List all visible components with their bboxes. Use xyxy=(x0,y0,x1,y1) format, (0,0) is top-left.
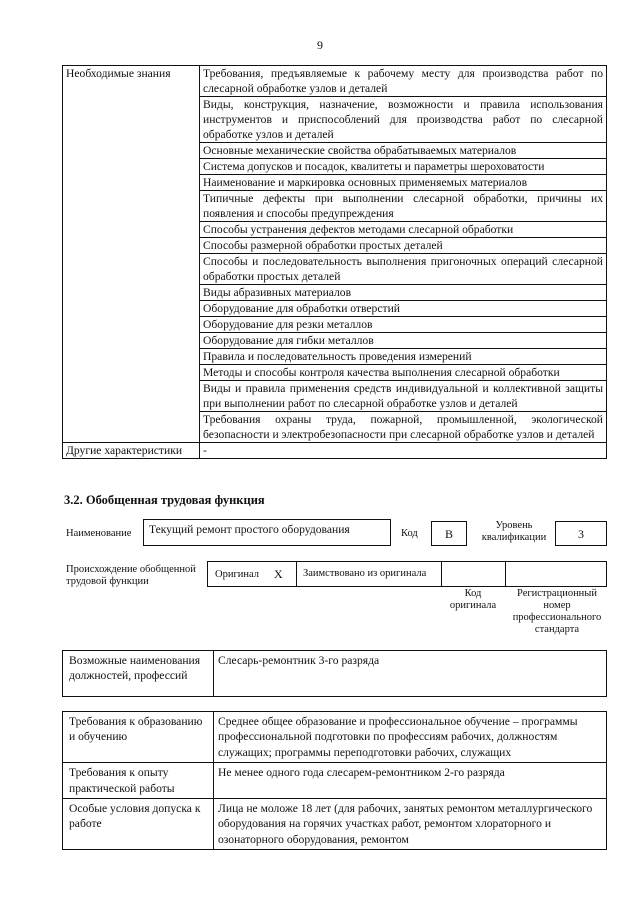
knowledge-item: Способы и последовательность выполнения пригоночных операций слесарной обработки простых деталей xyxy=(200,254,607,285)
original-code-caption: Код оригинала xyxy=(449,588,497,611)
origin-divider xyxy=(296,561,297,587)
knowledge-item: Система допусков и посадок, квалитеты и параметры шероховатости xyxy=(200,159,607,175)
requirement-value: Не менее одного года слесарем-ремонтником 2-го разряда xyxy=(214,763,607,799)
origin-label: Происхождение обобщенной трудовой функции xyxy=(66,564,196,587)
requirements-table xyxy=(62,711,607,850)
knowledge-table xyxy=(62,65,607,459)
knowledge-item: Виды абразивных материалов xyxy=(200,285,607,301)
other-characteristics-label: Другие характеристики xyxy=(63,443,200,459)
table-row xyxy=(63,799,607,850)
name-label: Наименование xyxy=(66,528,132,539)
positions-value: Слесарь-ремонтник 3-го разряда xyxy=(214,651,607,697)
knowledge-label: Необходимые знания xyxy=(63,66,200,443)
table-row xyxy=(63,443,607,459)
original-label: Оригинал xyxy=(215,569,259,580)
table-row xyxy=(63,651,607,697)
knowledge-item: Требования, предъявляемые к рабочему месту для производства работ по слесарной обработке узлов и деталей xyxy=(200,66,607,97)
code-label: Код xyxy=(401,528,418,539)
reg-number-caption: Регистрационный номер профессионального стандарта xyxy=(512,588,602,635)
knowledge-item: Виды, конструкция, назначение, возможности и правила использования инструментов и приспособлений для производства работ по слесарной обработке узлов и деталей xyxy=(200,97,607,143)
knowledge-item: Способы устранения дефектов методами слесарной обработки xyxy=(200,222,607,238)
requirement-value: Лица не моложе 18 лет (для рабочих, занятых ремонтом металлургического оборудования на горячих участках работ, ремонтом хлораторного и озонаторного оборудования, ремонтом xyxy=(214,799,607,850)
level-value: 3 xyxy=(555,521,607,546)
knowledge-item: Оборудование для резки металлов xyxy=(200,317,607,333)
requirement-label: Требования к опыту практической работы xyxy=(63,763,214,799)
requirement-label: Требования к образованию и обучению xyxy=(63,712,214,763)
table-row xyxy=(63,712,607,763)
borrowed-label: Заимствовано из оригинала xyxy=(303,568,427,579)
knowledge-item: Методы и способы контроля качества выполнения слесарной обработки xyxy=(200,365,607,381)
knowledge-item: Виды и правила применения средств индивидуальной и коллективной защиты при выполнении работ по слесарной обработке узлов и деталей xyxy=(200,381,607,412)
other-characteristics-value: - xyxy=(200,443,607,459)
section-heading: 3.2. Обобщенная трудовая функция xyxy=(64,493,265,507)
table-row xyxy=(63,66,607,97)
level-label: Уровень квалификации xyxy=(481,520,547,543)
name-value: Текущий ремонт простого оборудования xyxy=(143,519,391,546)
knowledge-item: Наименование и маркировка основных применяемых материалов xyxy=(200,175,607,191)
page-number: 9 xyxy=(317,38,323,52)
knowledge-item: Способы размерной обработки простых деталей xyxy=(200,238,607,254)
positions-label: Возможные наименования должностей, профессий xyxy=(63,651,214,697)
knowledge-item: Типичные дефекты при выполнении слесарной обработки, причины их появления и способы предупреждения xyxy=(200,191,607,222)
requirement-value: Среднее общее образование и профессиональное обучение – программы профессиональной подготовки по профессиям рабочих, должностям служащих; программы переподготовки рабочих, служащих xyxy=(214,712,607,763)
original-mark: X xyxy=(274,567,283,581)
requirement-label: Особые условия допуска к работе xyxy=(63,799,214,850)
knowledge-item: Оборудование для гибки металлов xyxy=(200,333,607,349)
origin-divider xyxy=(441,561,442,587)
code-value: B xyxy=(431,521,467,546)
knowledge-item: Правила и последовательность проведения измерений xyxy=(200,349,607,365)
origin-divider xyxy=(505,561,506,587)
knowledge-item: Оборудование для обработки отверстий xyxy=(200,301,607,317)
table-row xyxy=(63,763,607,799)
knowledge-item: Требования охраны труда, пожарной, промышленной, экологической безопасности и электробезопасности при слесарной обработке узлов и деталей xyxy=(200,412,607,443)
positions-table xyxy=(62,650,607,697)
knowledge-item: Основные механические свойства обрабатываемых материалов xyxy=(200,143,607,159)
